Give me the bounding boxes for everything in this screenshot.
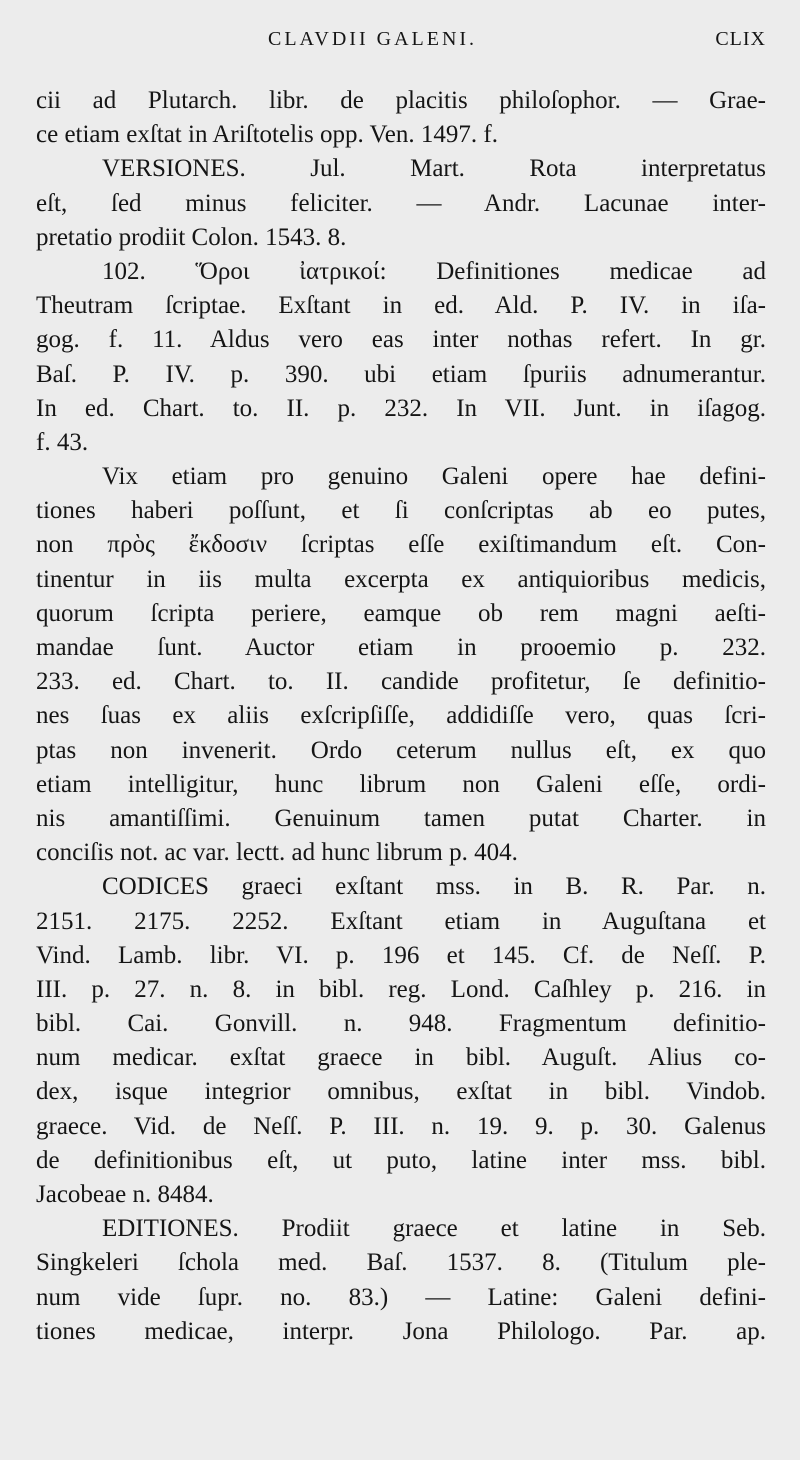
text-line: bibl. Cai. Gonvill. n. 948. Fragmentum definitio- [36, 1010, 766, 1038]
page-number: CLIX [715, 28, 766, 50]
text-line: Singkeleri ſchola med. Baſ. 1537. 8. (Titulum ple- [36, 1249, 766, 1277]
text-line: f. 43. [36, 428, 89, 456]
text-line: tiones medicae, interpr. Jona Philologo. Par. ap. [36, 1317, 766, 1345]
text-line: Theutram ſcriptae. Exſtant in ed. Ald. P. IV. in iſa- [36, 292, 766, 320]
text-line: non πρὸς ἔκδοσιν ſcriptas eſſe exiſtimandum eſt. Con- [36, 531, 766, 559]
text-line: In ed. Chart. to. II. p. 232. In VII. Junt. in iſagog. [36, 394, 766, 422]
text-line: ce etiam exſtat in Ariſtotelis opp. Ven. 1497. f. [36, 121, 498, 149]
text-line: pretatio prodiit Colon. 1543. 8. [36, 223, 347, 251]
text-line: nis amantiſſimi. Genuinum tamen putat Charter. in [36, 804, 766, 832]
text-line: graece. Vid. de Neſſ. P. III. n. 19. 9. p. 30. Galenus [36, 1112, 766, 1140]
text-line: Vind. Lamb. libr. VI. p. 196 et 145. Cf. de Neſſ. P. [36, 941, 766, 969]
text-line: EDITIONES. Prodiit graece et latine in Seb. [102, 1215, 766, 1243]
text-line: conciſis not. ac var. lectt. ad hunc librum p. 404. [36, 839, 518, 867]
text-line: 2151. 2175. 2252. Exſtant etiam in Auguſtana et [36, 907, 766, 935]
text-line: ptas non invenerit. Ordo ceterum nullus eſt, ex quo [36, 736, 766, 764]
text-line: dex, isque integrior omnibus, exſtat in bibl. Vindob. [36, 1078, 766, 1106]
text-line: cii ad Plutarch. libr. de placitis philoſophor. — Grae- [36, 87, 766, 114]
text-line: etiam intelligitur, hunc librum non Galeni eſſe, ordi- [36, 770, 766, 798]
running-title: CLAVDII GALENI. [268, 28, 478, 50]
text-line: Jacobeae n. 8484. [36, 1181, 214, 1208]
text-line: CODICES graeci exſtant mss. in B. R. Par. n. [102, 873, 766, 901]
text-line: num vide ſupr. no. 83.) — Latine: Galeni defini- [36, 1283, 766, 1311]
text-line: VERSIONES. Jul. Mart. Rota interpretatus [102, 155, 766, 183]
text-line: Vix etiam pro genuino Galeni opere hae defini- [102, 463, 766, 491]
text-line: III. p. 27. n. 8. in bibl. reg. Lond. Caſhley p. 216. in [36, 975, 766, 1003]
text-line: quorum ſcripta periere, eamque ob rem magni aeſti- [36, 599, 766, 627]
text-line: Baſ. P. IV. p. 390. ubi etiam ſpuriis adnumerantur. [36, 360, 766, 388]
text-line: tinentur in iis multa excerpta ex antiquioribus medicis, [36, 565, 766, 593]
text-line: num medicar. exſtat graece in bibl. Auguſt. Alius co- [36, 1044, 766, 1072]
text-line: de definitionibus eſt, ut puto, latine inter mss. bibl. [36, 1146, 766, 1174]
text-line: tiones haberi poſſunt, et ſi conſcriptas ab eo putes, [36, 497, 766, 525]
text-line: 102. Ὅροι ἰατρικοί: Definitiones medicae ad [102, 257, 766, 285]
text-line: eſt, ſed minus feliciter. — Andr. Lacunae inter- [36, 189, 766, 217]
text-line: mandae ſunt. Auctor etiam in prooemio p. 232. [36, 634, 766, 661]
body-text [36, 84, 766, 1349]
text-line: 233. ed. Chart. to. II. candide profitetur, ſe definitio- [36, 668, 766, 696]
text-line: gog. f. 11. Aldus vero eas inter nothas refert. In gr. [36, 326, 766, 354]
running-head [0, 28, 800, 58]
text-line: nes ſuas ex aliis exſcripſiſſe, addidiſſe vero, quas ſcri- [36, 702, 766, 730]
